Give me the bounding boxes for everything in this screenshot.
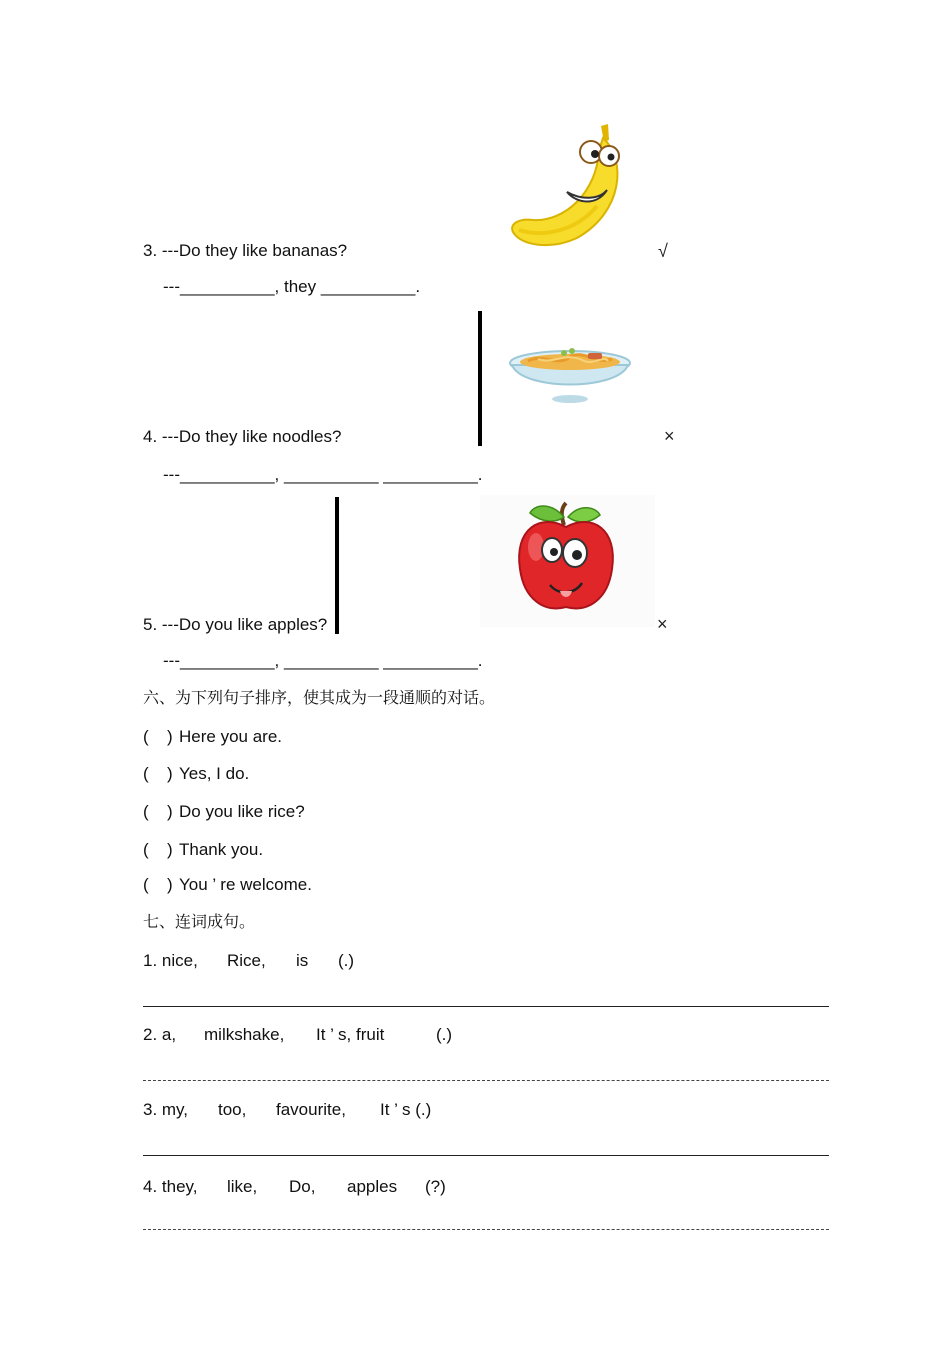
- answer-paren-close: ): [167, 727, 173, 746]
- ordering-sentence: Yes, I do.: [179, 764, 250, 783]
- section-6-heading: 六、为下列句子排序，使其成为一段通顺的对话。: [143, 688, 496, 707]
- q3-check-mark: √: [658, 241, 668, 261]
- ordering-item: [143, 727, 543, 747]
- q5-vertical-bar: [335, 497, 339, 634]
- answer-line: [143, 1155, 829, 1156]
- answer-line: [143, 1080, 829, 1081]
- ordering-item: [143, 764, 543, 784]
- scrambled-word: 1. nice,: [143, 951, 198, 970]
- scrambled-word: Rice,: [227, 951, 266, 970]
- answer-paren-open: (: [143, 802, 149, 821]
- ordering-sentence: Here you are.: [179, 727, 282, 746]
- answer-line: [143, 1006, 829, 1007]
- scrambled-word: like,: [227, 1177, 258, 1196]
- answer-paren-open: (: [143, 840, 149, 859]
- scrambled-word: It ’ s (.): [380, 1100, 432, 1119]
- scrambled-word: 4. they,: [143, 1177, 198, 1196]
- apple-icon: [480, 495, 655, 627]
- scrambled-word: milkshake,: [204, 1025, 285, 1044]
- scrambled-word: is: [296, 951, 309, 970]
- scrambled-word: too,: [218, 1100, 247, 1119]
- scrambled-word: apples: [347, 1177, 398, 1196]
- answer-paren-open: (: [143, 875, 149, 894]
- scrambled-word: (.): [338, 951, 355, 970]
- scrambled-word: (?): [425, 1177, 446, 1196]
- answer-paren-close: ): [167, 802, 173, 821]
- q3-answer-line: ---__________, they __________.: [163, 277, 421, 296]
- scrambled-word: (.): [436, 1025, 453, 1044]
- q5-answer-line: ---__________, __________ __________.: [163, 651, 483, 670]
- answer-line: [143, 1229, 829, 1230]
- ordering-sentence: Thank you.: [179, 840, 264, 859]
- ordering-item: [143, 840, 543, 860]
- answer-paren-open: (: [143, 764, 149, 783]
- q5-cross-mark: ×: [657, 614, 668, 634]
- noodle-bowl-icon: [508, 343, 633, 405]
- scrambled-word: It ’ s, fruit: [316, 1025, 385, 1044]
- answer-paren-open: (: [143, 727, 149, 746]
- q4-answer-line: ---__________, __________ __________.: [163, 465, 483, 484]
- ordering-sentence: You ’ re welcome.: [179, 875, 312, 894]
- banana-icon: [505, 120, 635, 250]
- ordering-item: [143, 875, 543, 895]
- scrambled-word: 3. my,: [143, 1100, 189, 1119]
- scrambled-word: 2. a,: [143, 1025, 177, 1044]
- q4-cross-mark: ×: [664, 426, 675, 446]
- q4-vertical-bar: [478, 311, 482, 446]
- q5-question: 5. ---Do you like apples?: [143, 615, 328, 634]
- scrambled-word: Do,: [289, 1177, 316, 1196]
- q4-question: 4. ---Do they like noodles?: [143, 427, 342, 446]
- section-7-heading: 七、连词成句。: [143, 912, 256, 931]
- answer-paren-close: ): [167, 840, 173, 859]
- answer-paren-close: ): [167, 875, 173, 894]
- answer-paren-close: ): [167, 764, 173, 783]
- scrambled-word: favourite,: [276, 1100, 346, 1119]
- ordering-item: [143, 802, 543, 822]
- ordering-sentence: Do you like rice?: [179, 802, 305, 821]
- q3-question: 3. ---Do they like bananas?: [143, 241, 348, 260]
